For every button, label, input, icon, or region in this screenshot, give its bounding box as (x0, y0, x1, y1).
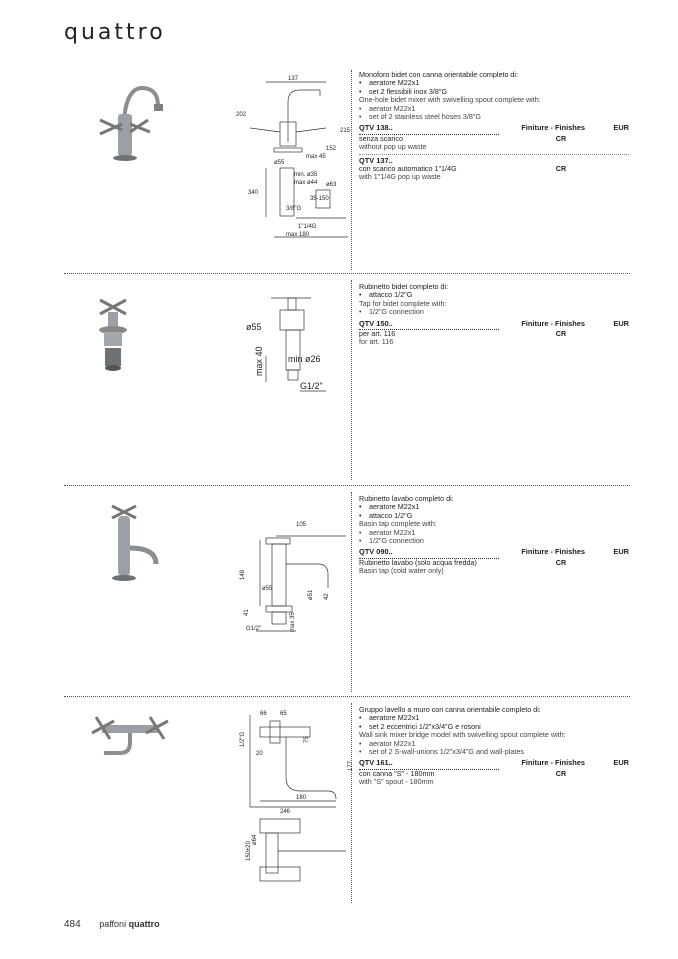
dim-d55: ø55 (246, 322, 262, 332)
variant-desc-it: Rubinetto lavabo (solo acqua fredda) (359, 557, 477, 567)
product-spec (359, 495, 629, 576)
dim-180: 180 (296, 795, 307, 801)
variant-row-en (359, 143, 629, 154)
spec-item: • aerator M22x1 (359, 740, 629, 748)
dim-12g: 1/2"G (240, 731, 246, 747)
finishes-label: Finiture - Finishes (521, 318, 585, 328)
dim-202: 202 (236, 112, 247, 118)
dim-g12: G1/2" (300, 381, 323, 391)
spec-title-en: One-hole bidet mixer with swivelling spout complete with: (359, 95, 541, 105)
dim-148: 148 (240, 569, 246, 580)
dim-65: 65 (280, 711, 287, 717)
spec-item: • aerator M22x1 (359, 105, 629, 113)
bidet-tap-photo (78, 288, 168, 378)
dim-42: 42 (324, 593, 330, 600)
finish-code: CR (555, 557, 567, 567)
product-code: QTV 150.. (359, 320, 499, 330)
dim-max45: max 45 (306, 154, 326, 160)
dim-105: 105 (296, 522, 307, 528)
finish-code: CR (555, 133, 567, 143)
product-spec (359, 283, 629, 347)
dim-152: 152 (326, 146, 337, 152)
dim-d55: ø55 (274, 160, 285, 166)
section-divider (64, 485, 630, 486)
product-section (64, 280, 630, 480)
dim-246: 246 (280, 809, 291, 815)
wall-sink-mixer-drawing (236, 707, 356, 892)
finish-code: CR (555, 768, 567, 778)
variant-desc-en: with 1"1/4G pop up waste (359, 172, 441, 182)
finishes-label: Finiture - Finishes (521, 758, 585, 768)
eur-label: EUR (613, 758, 629, 768)
dim-114g: 1"1/4G (298, 224, 317, 230)
dim-max44: max ø44 (294, 180, 318, 186)
section-divider (64, 696, 630, 697)
dim-150: 150±20 (246, 841, 252, 861)
spec-item: • aerator M22x1 (359, 529, 629, 537)
dim-137: 137 (288, 76, 299, 82)
spec-title-en: Basin tap complete with: (359, 519, 437, 529)
page-footer (64, 919, 160, 930)
series-title: quattro (64, 20, 166, 45)
spec-item: • attacco 1/2"G (359, 291, 629, 299)
spec-title-en: Wall sink mixer bridge model with swivelling spout complete with: (359, 730, 566, 740)
spec-item: • 1/2"G connection (359, 308, 629, 316)
variant-row-en (359, 778, 629, 786)
spec-item: • set of 2 stainless steel hoses 3/8"G (359, 113, 629, 121)
page-number: 484 (64, 919, 81, 930)
spec-item: • 1/2"G connection (359, 537, 629, 545)
spec-title-it: Gruppo lavello a muro con canna orientabile completo di: (359, 705, 541, 714)
eur-label: EUR (613, 547, 629, 557)
eur-label: EUR (613, 318, 629, 328)
variant-desc-en: for art. 116 (359, 337, 394, 347)
spec-title-it: Rubinetto bidet completo di: (359, 282, 449, 291)
spec-title-en: Tap for bidet complete with: (359, 298, 447, 308)
finish-code: CR (555, 164, 567, 174)
bidet-mixer-photo (78, 74, 168, 164)
finishes-label: Finiture - Finishes (521, 123, 585, 133)
basin-tap-photo (78, 498, 168, 588)
footer-series: quattro (128, 919, 160, 929)
product-code: QTV 090.. (359, 548, 499, 558)
bidet-mixer-drawing (236, 72, 351, 242)
finish-code: CR (555, 329, 567, 339)
finishes-label: Finiture - Finishes (521, 547, 585, 557)
dim-d51: ø51 (308, 589, 314, 600)
dim-20: 20 (256, 751, 263, 757)
spec-item: • aeratore M22x1 (359, 714, 629, 722)
variant-row (359, 330, 629, 338)
footer-brand: paffoni (99, 919, 127, 929)
product-section (64, 703, 630, 903)
variant-desc-en: without pop up waste (359, 142, 427, 152)
variant-desc-it: per art. 116 (359, 329, 396, 339)
bidet-tap-drawing (236, 286, 351, 406)
spec-item: • set of 2 S-wall-unions 1/2"x3/4"G and wall-plates (359, 748, 629, 756)
spec-item: • attacco 1/2"G (359, 512, 629, 520)
variant-desc-it: senza scarico (359, 133, 403, 143)
dim-75: 75 (304, 736, 310, 743)
dim-35-150: 35-150 (310, 196, 329, 202)
dim-d55: ø55 (262, 586, 273, 592)
dim-38g: 3/8"G (286, 206, 302, 212)
spec-item: • set 2 flessibili inox 3/8"G (359, 88, 629, 96)
variant-row-en (359, 567, 629, 575)
wall-sink-mixer-photo (78, 703, 178, 793)
variant-desc-it: con scarico automatico 1"1/4G (359, 164, 457, 174)
product-section (64, 492, 630, 692)
product-code: QTV 138.. (359, 124, 499, 134)
dim-min35: min. ø35 (294, 172, 318, 178)
product-code: QTV 137.. (359, 155, 393, 165)
product-section (64, 68, 630, 268)
code-row (359, 320, 629, 330)
basin-tap-drawing (236, 516, 351, 646)
dim-66: 66 (260, 711, 267, 717)
dim-max35: max 35 (290, 612, 296, 632)
dim-d64: ø64 (252, 834, 258, 845)
dim-177: 177 (348, 760, 354, 771)
section-divider (64, 273, 630, 274)
variant-desc-it: con canna "S" - 180mm (359, 768, 435, 778)
dim-41: 41 (244, 609, 250, 616)
variant-row-en (359, 173, 629, 181)
product-spec (359, 706, 629, 787)
dim-d63: ø63 (326, 182, 337, 188)
dim-215: 215 (340, 128, 351, 134)
spec-item: • aeratore M22x1 (359, 79, 629, 87)
dim-max40: max 40 (254, 346, 264, 376)
eur-label: EUR (613, 123, 629, 133)
spec-title-it: Rubinetto lavabo completo di: (359, 494, 454, 503)
dim-max180: max 180 (286, 232, 310, 238)
spec-item: • aeratore M22x1 (359, 503, 629, 511)
variant-row-en (359, 338, 629, 346)
variant-desc-en: Basin tap (cold water only) (359, 566, 444, 576)
product-spec (359, 71, 629, 182)
product-code: QTV 161.. (359, 759, 499, 769)
dim-min26: min ø26 (288, 354, 321, 364)
variant-desc-en: with "S" spout - 180mm (359, 777, 434, 787)
spec-item: • set 2 eccentrici 1/2"x3/4"G e rosoni (359, 723, 629, 731)
spec-title-it: Monoforo bidet con canna orientabile completo di: (359, 70, 519, 79)
dim-g12: G1/2" (246, 626, 262, 632)
dim-340: 340 (248, 190, 259, 196)
